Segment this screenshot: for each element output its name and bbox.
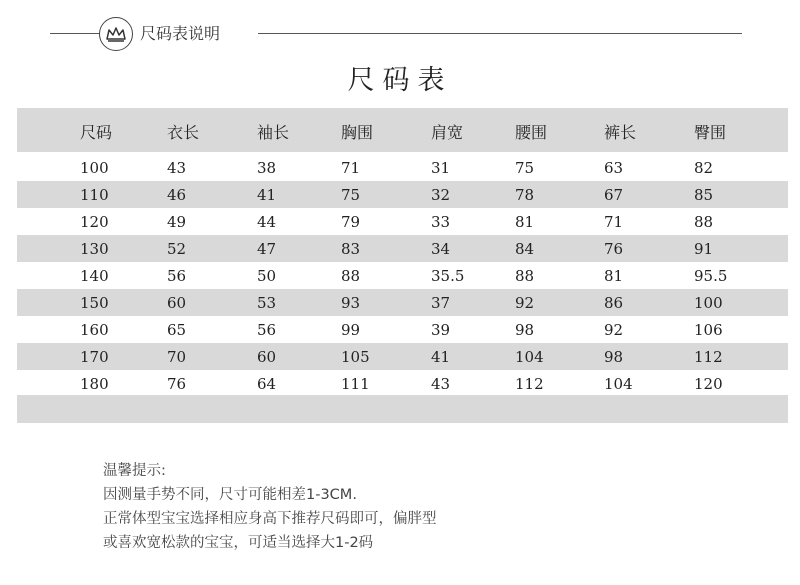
- table-cell: 67: [604, 186, 624, 204]
- column-header: 衣长: [167, 123, 200, 142]
- table-cell: 93: [341, 294, 361, 312]
- table-cell: 110: [80, 186, 109, 204]
- table-cell: 111: [341, 375, 370, 393]
- table-cell: 46: [167, 186, 187, 204]
- table-cell: 86: [604, 294, 624, 312]
- header-divider-right: [258, 33, 742, 34]
- column-header: 肩宽: [431, 123, 464, 142]
- table-cell: 65: [167, 321, 187, 339]
- table-cell: 88: [515, 267, 535, 285]
- table-row: [17, 235, 788, 262]
- tips-line: 或喜欢宽松款的宝宝，可适当选择大1-2码: [103, 535, 374, 551]
- table-cell: 82: [694, 159, 714, 177]
- tips-heading: 温馨提示:: [103, 463, 166, 479]
- crown-icon: [99, 17, 133, 51]
- table-cell: 99: [341, 321, 361, 339]
- table-cell: 52: [167, 240, 187, 258]
- table-cell: 49: [167, 213, 187, 231]
- table-cell: 84: [515, 240, 535, 258]
- tips-line: 因测量手势不同，尺寸可能相差1-3CM.: [103, 487, 357, 503]
- table-cell: 75: [515, 159, 535, 177]
- table-row: [17, 343, 788, 370]
- column-header: 胸围: [341, 123, 374, 142]
- table-cell: 100: [80, 159, 109, 177]
- table-cell: 56: [257, 321, 277, 339]
- table-row: [17, 370, 788, 397]
- table-row: [17, 316, 788, 343]
- table-cell: 32: [431, 186, 451, 204]
- table-footer: [17, 395, 788, 423]
- tips-section: [103, 459, 437, 555]
- table-cell: 104: [604, 375, 633, 393]
- table-cell: 60: [257, 348, 277, 366]
- table-cell: 31: [431, 159, 451, 177]
- table-cell: 60: [167, 294, 187, 312]
- table-cell: 41: [431, 348, 451, 366]
- table-cell: 56: [167, 267, 187, 285]
- table-cell: 85: [694, 186, 714, 204]
- section-title: 尺码表说明: [140, 24, 221, 43]
- table-cell: 81: [515, 213, 535, 231]
- table-cell: 37: [431, 294, 451, 312]
- table-cell: 78: [515, 186, 535, 204]
- header-divider-left: [50, 33, 100, 34]
- table-cell: 92: [515, 294, 535, 312]
- table-cell: 130: [80, 240, 109, 258]
- table-cell: 39: [431, 321, 451, 339]
- table-row: [17, 262, 788, 289]
- table-cell: 64: [257, 375, 277, 393]
- table-cell: 140: [80, 267, 109, 285]
- table-cell: 47: [257, 240, 277, 258]
- table-cell: 98: [515, 321, 535, 339]
- table-cell: 35.5: [431, 267, 465, 285]
- table-cell: 75: [341, 186, 361, 204]
- table-cell: 44: [257, 213, 277, 231]
- table-cell: 43: [167, 159, 187, 177]
- table-cell: 120: [694, 375, 723, 393]
- table-cell: 112: [515, 375, 544, 393]
- table-cell: 63: [604, 159, 624, 177]
- column-header: 裤长: [604, 123, 637, 142]
- table-cell: 92: [604, 321, 624, 339]
- table-cell: 105: [341, 348, 370, 366]
- table-cell: 76: [167, 375, 187, 393]
- table-cell: 150: [80, 294, 109, 312]
- table-cell: 104: [515, 348, 544, 366]
- table-cell: 79: [341, 213, 361, 231]
- column-header: 臀围: [694, 123, 727, 142]
- table-cell: 160: [80, 321, 109, 339]
- table-cell: 34: [431, 240, 451, 258]
- table-row: [17, 181, 788, 208]
- table-cell: 83: [341, 240, 361, 258]
- table-cell: 120: [80, 213, 109, 231]
- table-cell: 50: [257, 267, 277, 285]
- table-cell: 71: [341, 159, 361, 177]
- table-cell: 100: [694, 294, 723, 312]
- table-cell: 53: [257, 294, 277, 312]
- column-header: 腰围: [515, 123, 548, 142]
- table-cell: 88: [341, 267, 361, 285]
- table-cell: 170: [80, 348, 109, 366]
- table-cell: 76: [604, 240, 624, 258]
- table-cell: 38: [257, 159, 277, 177]
- table-cell: 98: [604, 348, 624, 366]
- table-cell: 88: [694, 213, 714, 231]
- table-cell: 41: [257, 186, 277, 204]
- table-row: [17, 208, 788, 235]
- tips-line: 正常体型宝宝选择相应身高下推荐尺码即可，偏胖型: [103, 511, 437, 527]
- table-cell: 71: [604, 213, 624, 231]
- table-cell: 33: [431, 213, 451, 231]
- table-cell: 180: [80, 375, 109, 393]
- table-row: [17, 289, 788, 316]
- table-cell: 95.5: [694, 267, 728, 285]
- table-header: [17, 108, 788, 152]
- column-header: 尺码: [80, 123, 113, 142]
- table-cell: 43: [431, 375, 451, 393]
- table-cell: 106: [694, 321, 723, 339]
- table-cell: 91: [694, 240, 714, 258]
- page-title: 尺码表: [347, 65, 453, 96]
- table-cell: 70: [167, 348, 187, 366]
- table-cell: 81: [604, 267, 624, 285]
- table-cell: 112: [694, 348, 723, 366]
- table-row: [17, 154, 788, 181]
- column-header: 袖长: [257, 123, 290, 142]
